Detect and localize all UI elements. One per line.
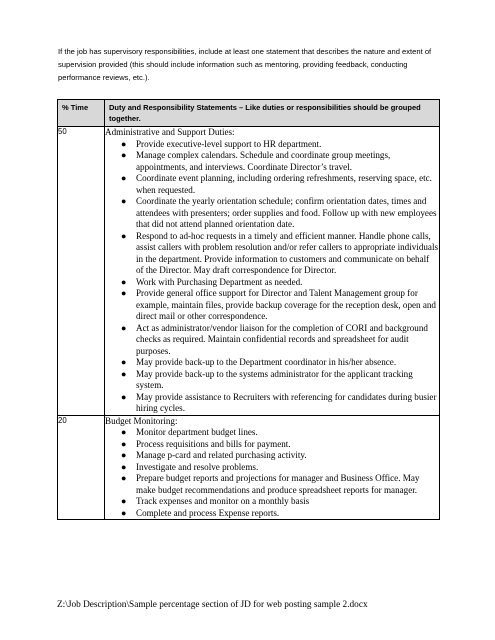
list-item	[120, 427, 439, 439]
bullet-icon: ●	[121, 150, 127, 160]
list-item	[120, 439, 439, 451]
table-row	[58, 127, 440, 416]
header-duties: Duty and Responsibility Statements – Like duties or responsibilities should be grouped together.	[105, 100, 440, 127]
list-item	[120, 277, 439, 289]
bullet-icon: ●	[121, 173, 127, 183]
bullet-icon: ●	[121, 438, 127, 449]
list-item-text: May provide back-up to the Department coordinator in his/her absence.	[136, 357, 397, 367]
list-item	[120, 231, 439, 277]
bullet-icon: ●	[121, 357, 127, 367]
list-item-text: Work with Purchasing Department as needed.	[136, 276, 303, 287]
list-item	[120, 357, 439, 369]
percent-time-cell: 50	[58, 127, 105, 416]
bullet-icon: ●	[121, 196, 127, 206]
bullet-icon: ●	[121, 450, 127, 460]
list-item-text: Provide general office support for Director and Talent Management group for example, maintain files, provide backup coverage for the reception desk, open and direct mail or other correspondence.	[136, 288, 436, 321]
table-row	[58, 415, 440, 520]
list-item-text: Prepare budget reports and projections for manager and Business Office. May make budget recommendations and produce spreadsheet reports for manager.	[136, 473, 420, 495]
duty-list	[105, 139, 439, 415]
list-item-text: Manage p-card and related purchasing activity.	[136, 450, 307, 460]
table-body	[58, 127, 440, 520]
list-item-text: Process requisitions and bills for payment.	[136, 438, 291, 449]
bullet-icon: ●	[121, 230, 127, 241]
bullet-icon: ●	[121, 507, 127, 518]
list-item-text: Coordinate the yearly orientation schedule; confirm orientation dates, times and attendees with presenters; order supplies and food. Follow up with new employees that did not attend planned orientation date.	[136, 196, 437, 229]
list-item-text: Coordinate event planning, including ordering refreshments, reserving space, etc. when requested.	[136, 173, 432, 195]
duty-list	[105, 427, 439, 519]
list-item-text: Act as administrator/vendor liaison for the completion of CORI and background checks as required. Maintain confidential records and spreadsheet for audit purposes.	[136, 322, 428, 356]
list-item	[120, 323, 439, 358]
bullet-icon: ●	[121, 368, 127, 379]
list-item	[120, 288, 439, 323]
list-item-text: Investigate and resolve problems.	[136, 461, 259, 472]
section-title: Administrative and Support Duties:	[105, 127, 235, 137]
header-pct-time: % Time	[58, 100, 105, 127]
document-footer-path: Z:\Job Description\Sample percentage section of JD for web posting sample 2.docx	[57, 600, 368, 610]
bullet-icon: ●	[121, 276, 127, 287]
bullet-icon: ●	[121, 461, 127, 472]
bullet-icon: ●	[121, 391, 127, 402]
list-item-text: May provide assistance to Recruiters with referencing for candidates during busier hiring cycles.	[136, 391, 437, 413]
list-item	[120, 173, 439, 196]
bullet-icon: ●	[121, 427, 127, 437]
section-title: Budget Monitoring:	[105, 415, 178, 426]
list-item	[120, 450, 439, 462]
list-item	[120, 196, 439, 231]
bullet-icon: ●	[121, 473, 127, 483]
list-item-text: Manage complex calendars. Schedule and coordinate group meetings, appointments, and interviews. Coordinate Director’s travel.	[136, 150, 391, 172]
list-item	[120, 462, 439, 474]
list-item	[120, 473, 439, 496]
list-item-text: Provide executive-level support to HR department.	[136, 138, 322, 149]
list-item	[120, 150, 439, 173]
bullet-icon: ●	[121, 288, 127, 298]
bullet-icon: ●	[121, 496, 127, 506]
bullet-icon: ●	[121, 322, 127, 333]
bullet-icon: ●	[121, 138, 127, 149]
percent-time-cell: 20	[58, 415, 105, 520]
duties-cell	[105, 415, 440, 520]
list-item-text: Respond to ad-hoc requests in a timely and efficient manner. Handle phone calls, assist callers with problem resolution and/or refer callers to appropriate individuals in the department. Provide information to customers and communicate on behalf of the Director. May draft correspondence for Director.	[136, 230, 439, 275]
list-item	[120, 496, 439, 508]
duties-table	[57, 99, 440, 520]
list-item	[120, 508, 439, 520]
list-item	[120, 369, 439, 392]
table-header-row	[58, 100, 440, 127]
duties-cell	[105, 127, 440, 416]
list-item-text: Track expenses and monitor on a monthly basis	[136, 496, 310, 506]
intro-paragraph: If the job has supervisory responsibilities, include at least one statement that describes the nature and extent of supervision provided (this should include information such as mentoring, providing feedback, conducting performance reviews, etc.).	[58, 47, 432, 82]
list-item-text: Complete and process Expense reports.	[136, 507, 280, 518]
list-item	[120, 139, 439, 151]
list-item-text: May provide back-up to the systems administrator for the applicant tracking system.	[136, 368, 413, 390]
list-item	[120, 392, 439, 415]
list-item-text: Monitor department budget lines.	[136, 427, 258, 437]
